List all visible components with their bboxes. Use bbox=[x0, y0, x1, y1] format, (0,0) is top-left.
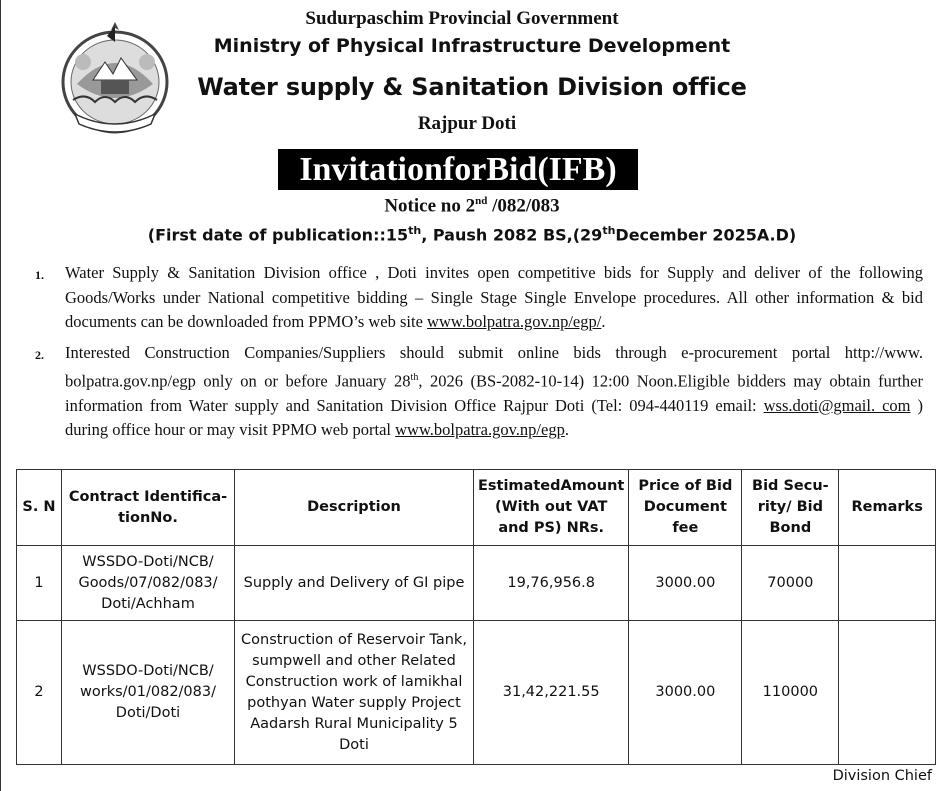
cell-bid-bond: 110000 bbox=[742, 621, 839, 765]
cell-amount: 31,42,221.55 bbox=[474, 621, 629, 765]
egp-link[interactable]: www.bolpatra.gov.np/egp bbox=[395, 420, 565, 439]
ppmo-link[interactable]: www.bolpatra.gov.np/egp/ bbox=[427, 312, 602, 331]
table-header-row bbox=[17, 470, 936, 546]
cell-description: Supply and Delivery of GI pipe bbox=[235, 546, 474, 621]
col-description: Description bbox=[235, 470, 474, 546]
cell-contract-id: WSSDO-Doti/NCB/ Goods/07/082/083/ Doti/Achham bbox=[62, 546, 235, 621]
col-estimated-amount: EstimatedAmount (With out VAT and PS) NRs. bbox=[474, 470, 629, 546]
col-doc-fee: Price of Bid Document fee bbox=[629, 470, 742, 546]
cell-doc-fee: 3000.00 bbox=[629, 546, 742, 621]
publication-date: (First date of publication::15th, Paush 2082 BS,(29thDecember 2025A.D) bbox=[147, 224, 797, 245]
cell-bid-bond: 70000 bbox=[742, 546, 839, 621]
notice-number: Notice no 2nd /082/083 bbox=[384, 195, 560, 217]
col-sn: S. N bbox=[17, 470, 62, 546]
paragraph-number: 1. bbox=[35, 268, 44, 282]
col-contract-id: Contract Identifica-tionNo. bbox=[62, 470, 235, 546]
page-title: InvitationforBid(IFB) bbox=[278, 149, 638, 190]
cell-amount: 19,76,956.8 bbox=[474, 546, 629, 621]
cell-sn: 2 bbox=[17, 621, 62, 765]
col-bid-bond: Bid Secu-rity/ Bid Bond bbox=[742, 470, 839, 546]
signature-title: Division Chief bbox=[832, 768, 932, 784]
email-link[interactable]: wss.doti@gmail. com bbox=[763, 395, 911, 415]
office-location: Rajpur Doti bbox=[417, 113, 517, 134]
table-row bbox=[17, 621, 936, 765]
col-remarks: Remarks bbox=[839, 470, 936, 546]
ministry-name: Ministry of Physical Infrastructure Development bbox=[213, 35, 731, 57]
cell-doc-fee: 3000.00 bbox=[629, 621, 742, 765]
government-name: Sudurpaschim Provincial Government bbox=[305, 8, 619, 29]
paragraph-1: Water Supply & Sanitation Division office , Doti invites open competitive bids for Supply and deliver of the following Goods/Works under National competitive bidding – Single Stage Single Envelope procedures. All other information & bid documents can be downloaded from PPMO’s web site www.bolpatra.gov.np/egp/. bbox=[65, 263, 923, 331]
paragraph-2: Interested Construction Companies/Suppliers should submit online bids through e-procurement portal http://www. bolpatra.gov.np/egp only on or before January 28th, 2026 (BS-2082-10-14) 12:00 Noon.Eligible bidders may obtain further information from Water supply and Sanitation Division Office Rajpur Doti (Tel: 094-440119 email: wss.doti@gmail. com ) during office hour or may visit PPMO web portal www.bolpatra.gov.np/egp. bbox=[65, 343, 923, 439]
table-row bbox=[17, 546, 936, 621]
division-name: Water supply & Sanitation Division office bbox=[197, 73, 747, 101]
bid-table bbox=[16, 469, 936, 765]
paragraph-number: 2. bbox=[35, 348, 44, 362]
cell-description: Construction of Reservoir Tank, sumpwell and other Related Construction work of lamikhal pothyan Water supply Project Aadarsh Rural Municipality 5 Doti bbox=[235, 621, 474, 765]
cell-remarks bbox=[839, 621, 936, 765]
cell-sn: 1 bbox=[17, 546, 62, 621]
cell-contract-id: WSSDO-Doti/NCB/ works/01/082/083/ Doti/Doti bbox=[62, 621, 235, 765]
cell-remarks bbox=[839, 546, 936, 621]
